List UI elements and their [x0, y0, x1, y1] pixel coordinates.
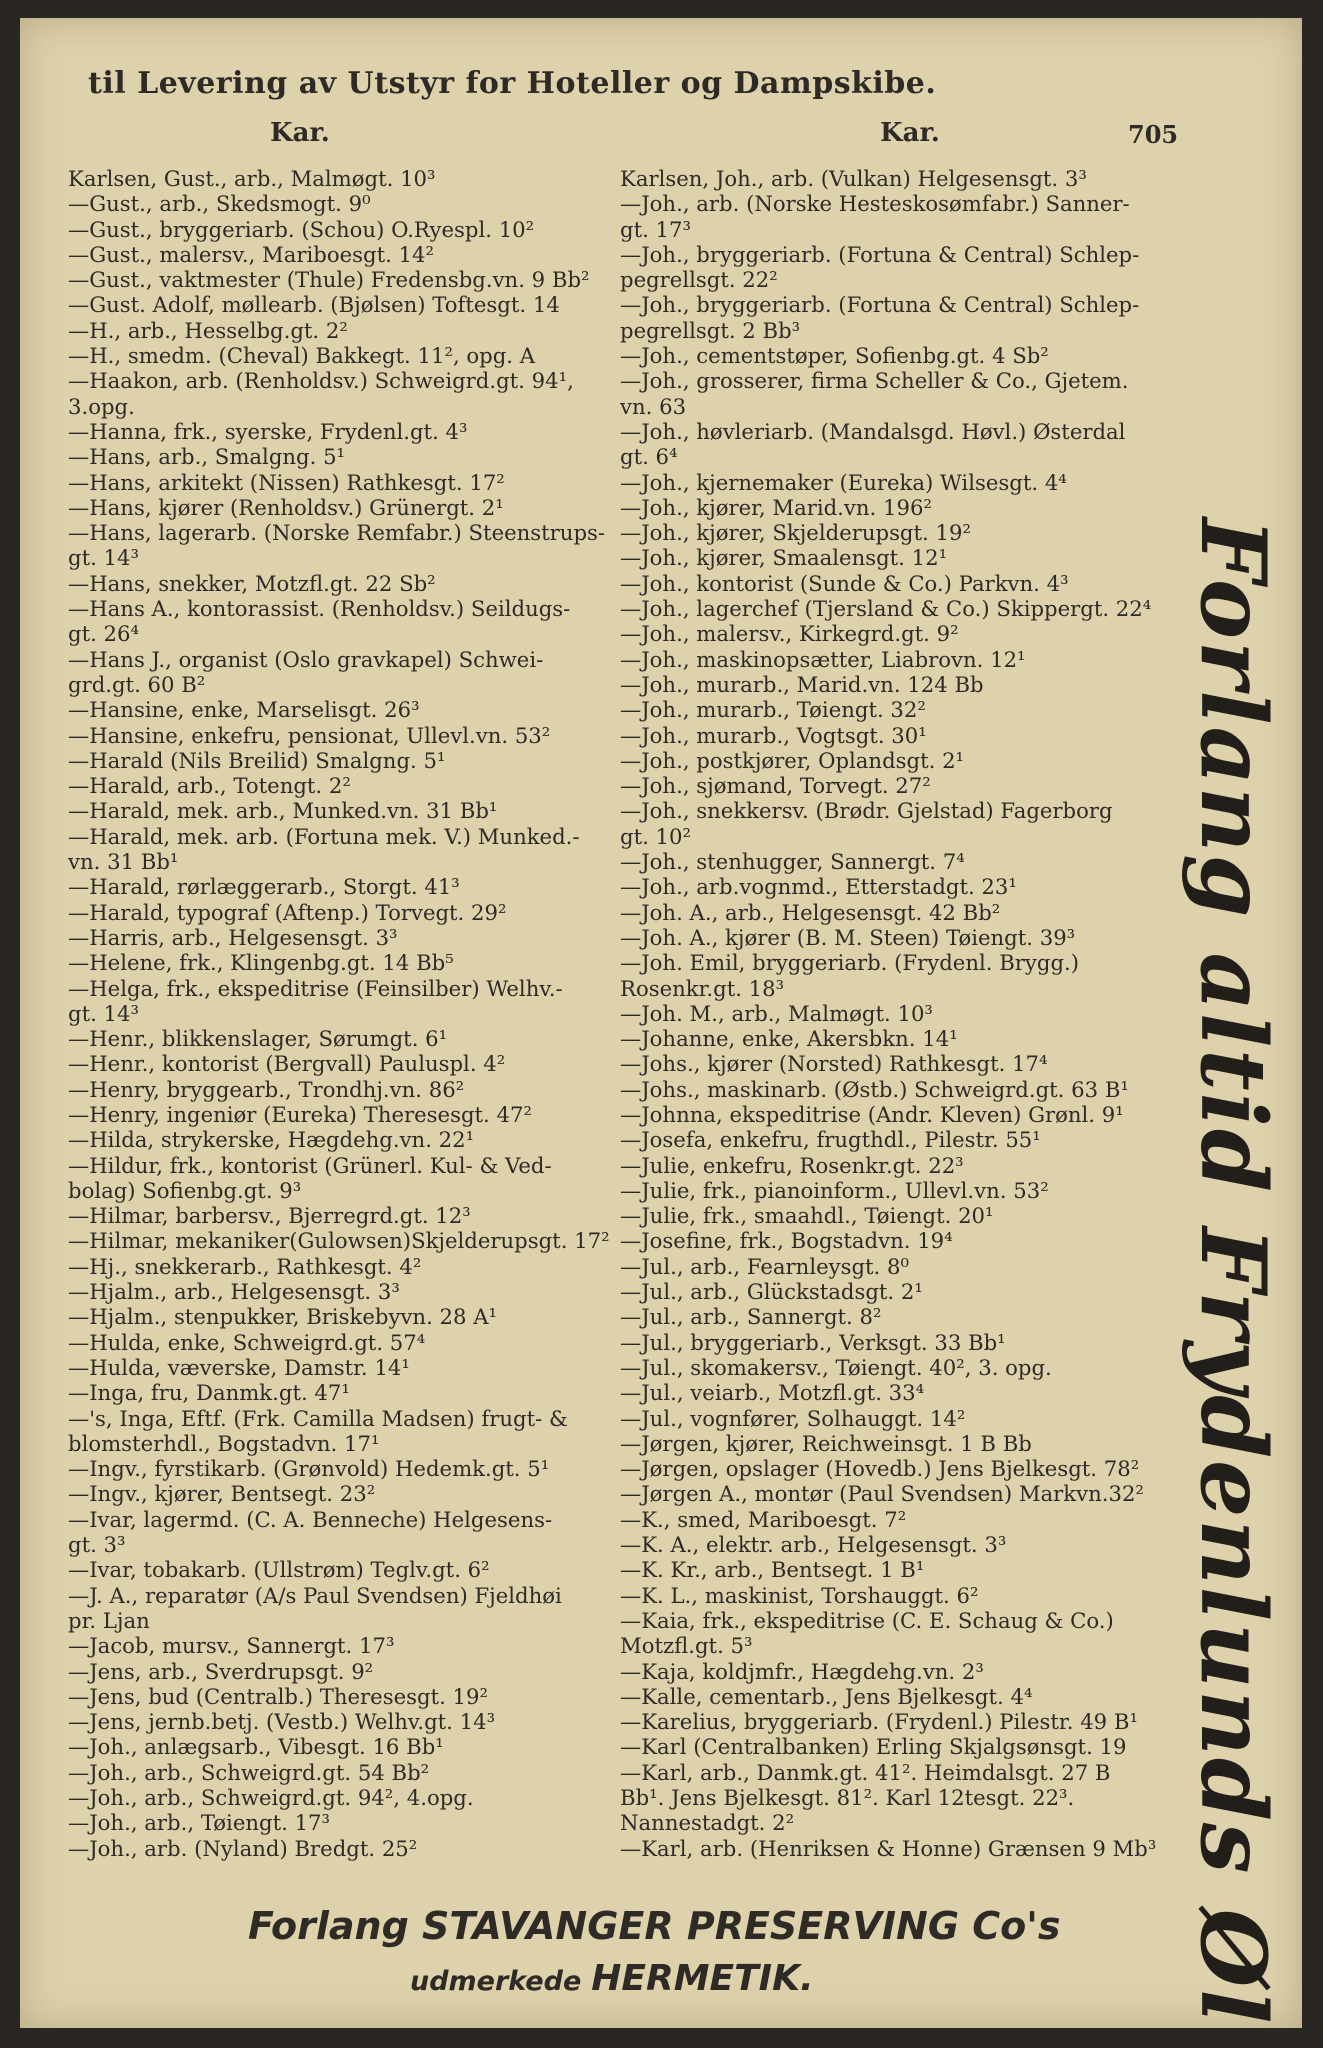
directory-entry: —Hjalm., arb., Helgesensgt. 3³: [68, 1279, 400, 1305]
directory-entry: —Joh., stenhugger, Sannergt. 7⁴: [620, 849, 965, 875]
directory-entry: —Gust., arb., Skedsmogt. 9⁰: [68, 191, 371, 217]
directory-entry: pegrellsgt. 2 Bb³: [620, 317, 801, 343]
directory-entry: —Gust. Adolf, møllearb. (Bjølsen) Toftesgt. 14: [68, 292, 560, 318]
directory-page: [20, 18, 1302, 2028]
directory-entry: —Joh. Emil, bryggeriarb. (Frydenl. Brygg.): [620, 950, 1080, 976]
directory-entry: —Joh., bryggeriarb. (Fortuna & Central) Schlep-: [620, 241, 1140, 267]
directory-entry: —Joh., arb., Schweigrd.gt. 54 Bb²: [68, 1759, 430, 1785]
directory-entry: —Joh., postkjører, Oplandsgt. 2¹: [620, 747, 965, 773]
directory-entry: —Hulda, enke, Schweigrd.gt. 57⁴: [68, 1329, 426, 1355]
directory-entry: gt. 14³: [68, 1000, 140, 1026]
directory-entry: gt. 10²: [620, 823, 692, 849]
directory-entry: —Joh., kjører, Marid.vn. 196²: [620, 494, 932, 520]
directory-entry: —Hanna, frk., syerske, Frydenl.gt. 4³: [68, 418, 468, 444]
directory-entry: —Hulda, væverske, Damstr. 14¹: [68, 1354, 410, 1380]
directory-entry: —Ingv., fyrstikarb. (Grønvold) Hedemk.gt. 5¹: [68, 1456, 550, 1482]
directory-entry: —'s, Inga, Eftf. (Frk. Camilla Madsen) frugt- &: [68, 1405, 568, 1431]
directory-entry: —Hilda, strykerske, Hægdehg.vn. 22¹: [68, 1127, 475, 1153]
directory-entry: —Joh., arb., Tøiengt. 17³: [68, 1810, 331, 1836]
directory-entry: gt. 17³: [620, 216, 692, 242]
right-column-heading: Kar.: [880, 118, 940, 148]
directory-entry: —Johs., kjører (Norsted) Rathkesgt. 17⁴: [620, 1051, 1048, 1077]
directory-entry: —K. Kr., arb., Bentsegt. 1 B¹: [620, 1557, 925, 1583]
directory-entry: —Hilmar, barbersv., Bjerregrd.gt. 12³: [68, 1203, 471, 1229]
directory-entry: vn. 31 Bb¹: [68, 849, 179, 875]
directory-entry: —Jens, arb., Sverdrupsgt. 9²: [68, 1658, 374, 1684]
directory-entry: —Jørgen, opslager (Hovedb.) Jens Bjelkesgt. 78²: [620, 1456, 1140, 1482]
directory-entry: —Josefa, enkefru, frugthdl., Pilestr. 55¹: [620, 1127, 1041, 1153]
directory-entry: pegrellsgt. 22²: [620, 267, 778, 293]
directory-entry: —Kalle, cementarb., Jens Bjelkesgt. 4⁴: [620, 1683, 1033, 1709]
directory-entry: —Karl, arb., Danmk.gt. 41². Heimdalsgt. 27 B: [620, 1759, 1111, 1785]
directory-entry: —Joh., anlægsarb., Vibesgt. 16 Bb¹: [68, 1734, 444, 1760]
directory-entry: —Harald (Nils Breilid) Smalgng. 5¹: [68, 747, 446, 773]
directory-entry: —Karelius, bryggeriarb. (Frydenl.) Pilestr. 49 B¹: [620, 1709, 1138, 1735]
directory-entry: —Hans, lagerarb. (Norske Remfabr.) Steenstrups-: [68, 520, 606, 546]
directory-entry: gt. 26⁴: [68, 621, 140, 647]
side-advertisement: Forlang altid Frydenlunds Øl: [1180, 518, 1286, 2026]
directory-entry: 3.opg.: [68, 393, 135, 419]
directory-entry: vn. 63: [620, 393, 687, 419]
directory-entry: —Hjalm., stenpukker, Briskebyvn. 28 A¹: [68, 1304, 498, 1330]
directory-entry: —Joh., sjømand, Torvegt. 27²: [620, 773, 931, 799]
directory-entry: blomsterhdl., Bogstadvn. 17¹: [68, 1430, 380, 1456]
directory-entry: —Jens, jernb.betj. (Vestb.) Welhv.gt. 14³: [68, 1709, 496, 1735]
directory-entry: —Jul., skomakersv., Tøiengt. 40², 3. opg.: [620, 1354, 1052, 1380]
directory-entry: Nannestadgt. 2²: [620, 1810, 795, 1836]
directory-entry: —Henr., kontorist (Bergvall) Pauluspl. 4²: [68, 1051, 506, 1077]
directory-entry: Rosenkr.gt. 18³: [620, 975, 785, 1001]
left-column: [68, 166, 628, 1861]
page-header: til Levering av Utstyr for Hoteller og Dampskibe.: [88, 66, 937, 101]
directory-entry: pr. Ljan: [68, 1607, 150, 1633]
directory-entry: —Hansine, enke, Marselisgt. 26³: [68, 697, 420, 723]
directory-entry: —Karl, arb. (Henriksen & Honne) Grænsen 9 Mb³: [620, 1835, 1157, 1861]
directory-entry: —Hansine, enkefru, pensionat, Ullevl.vn. 53²: [68, 722, 551, 748]
directory-entry: —Kaja, koldjmfr., Hægdehg.vn. 2³: [620, 1658, 984, 1684]
directory-entry: —Ingv., kjører, Bentsegt. 23²: [68, 1481, 376, 1507]
directory-entry: —Joh. M., arb., Malmøgt. 10³: [620, 1000, 933, 1026]
directory-entry: —Hans, arb., Smalgng. 5¹: [68, 444, 346, 470]
directory-entry: —Jens, bud (Centralb.) Theresesgt. 19²: [68, 1683, 488, 1709]
page-number: 705: [1128, 120, 1179, 149]
directory-entry: —Harald, mek. arb., Munked.vn. 31 Bb¹: [68, 798, 498, 824]
directory-entry: —Joh., murarb., Marid.vn. 124 Bb: [620, 671, 984, 697]
directory-entry: —Joh., murarb., Vogtsgt. 30¹: [620, 722, 927, 748]
directory-entry: —Henry, ingeniør (Eureka) Theresesgt. 47²: [68, 1101, 532, 1127]
directory-entry: —K., smed, Mariboesgt. 7²: [620, 1506, 907, 1532]
directory-entry: —Joh., kjører, Skjelderupsgt. 19²: [620, 520, 971, 546]
directory-entry: —Jul., bryggeriarb., Verksgt. 33 Bb¹: [620, 1329, 1006, 1355]
directory-entry: —Harris, arb., Helgesensgt. 3³: [68, 924, 398, 950]
directory-entry: —Hans, arkitekt (Nissen) Rathkesgt. 17²: [68, 469, 505, 495]
directory-entry: —Joh., arb. (Nyland) Bredgt. 25²: [68, 1835, 418, 1861]
directory-entry: —Hj., snekkerarb., Rathkesgt. 4²: [68, 1253, 422, 1279]
directory-entry: —Jul., arb., Glückstadsgt. 2¹: [620, 1279, 923, 1305]
directory-entry: —Gust., vaktmester (Thule) Fredensbg.vn. 9 Bb²: [68, 267, 590, 293]
directory-entry: —Joh., kontorist (Sunde & Co.) Parkvn. 4³: [620, 570, 1069, 596]
directory-entry: —Jul., vognfører, Solhauggt. 14²: [620, 1405, 966, 1431]
ad-big-text: HERMETIK.: [591, 1958, 814, 1999]
directory-entry: —Joh., kjører, Smaalensgt. 12¹: [620, 545, 948, 571]
directory-entry: —Johs., maskinarb. (Østb.) Schweigrd.gt. 63 B¹: [620, 1076, 1129, 1102]
directory-entry: —Joh., grosserer, firma Scheller & Co., Gjetem.: [620, 368, 1129, 394]
directory-entry: —Joh., lagerchef (Tjersland & Co.) Skippergt. 22⁴: [620, 596, 1152, 622]
directory-entry: —Joh., murarb., Tøiengt. 32²: [620, 697, 926, 723]
directory-entry: —Julie, frk., smaahdl., Tøiengt. 20¹: [620, 1203, 994, 1229]
directory-entry: bolag) Sofienbg.gt. 9³: [68, 1177, 302, 1203]
directory-entry: —Inga, fru, Danmk.gt. 47¹: [68, 1380, 350, 1406]
directory-entry: —Kaia, frk., ekspeditrise (C. E. Schaug & Co.): [620, 1607, 1114, 1633]
directory-entry: —Joh., maskinopsætter, Liabrovn. 12¹: [620, 646, 1026, 672]
directory-entry: —Jørgen, kjører, Reichweinsgt. 1 B Bb: [620, 1430, 1032, 1456]
directory-entry: —Johanne, enke, Akersbkn. 14¹: [620, 1026, 958, 1052]
directory-entry: —Harald, typograf (Aftenp.) Torvegt. 29²: [68, 899, 507, 925]
directory-entry: —Joh., høvleriarb. (Mandalsgd. Høvl.) Østerdal: [620, 418, 1126, 444]
directory-entry: —Joh., arb. (Norske Hesteskosømfabr.) Sanner-: [620, 191, 1130, 217]
directory-entry: —Jul., arb., Fearnleysgt. 8⁰: [620, 1253, 909, 1279]
directory-entry: —Joh., kjernemaker (Eureka) Wilsesgt. 4⁴: [620, 469, 1067, 495]
directory-entry: —H., arb., Hesselbg.gt. 2²: [68, 317, 348, 343]
directory-entry: Karlsen, Joh., arb. (Vulkan) Helgesensgt. 3³: [620, 166, 1087, 191]
directory-entry: Motzfl.gt. 5³: [620, 1633, 753, 1659]
directory-entry: —Hans J., organist (Oslo gravkapel) Schwei-: [68, 646, 544, 672]
directory-entry: grd.gt. 60 B²: [68, 671, 206, 697]
directory-entry: —Johnna, ekspeditrise (Andr. Kleven) Grønl. 9¹: [620, 1101, 1124, 1127]
directory-entry: Karlsen, Gust., arb., Malmøgt. 10³: [68, 166, 436, 191]
directory-entry: —Haakon, arb. (Renholdsv.) Schweigrd.gt. 94¹,: [68, 368, 574, 394]
directory-entry: —H., smedm. (Cheval) Bakkegt. 11², opg. A: [68, 343, 536, 369]
bottom-advertisement-line1: Forlang STAVANGER PRESERVING Co's: [248, 1904, 1061, 1948]
directory-entry: —Henry, bryggearb., Trondhj.vn. 86²: [68, 1076, 465, 1102]
directory-entry: —Jacob, mursv., Sannergt. 17³: [68, 1633, 395, 1659]
directory-entry: gt. 6⁴: [620, 444, 678, 470]
bottom-advertisement-line2: [410, 1958, 814, 1999]
directory-entry: —Hans, snekker, Motzfl.gt. 22 Sb²: [68, 570, 436, 596]
directory-entry: —Joh. A., arb., Helgesensgt. 42 Bb²: [620, 899, 1001, 925]
directory-entry: —Joh., arb., Schweigrd.gt. 94², 4.opg.: [68, 1785, 474, 1810]
directory-entry: —K. L., maskinist, Torshauggt. 6²: [620, 1582, 979, 1608]
directory-entry: —K. A., elektr. arb., Helgesensgt. 3³: [620, 1532, 1007, 1558]
directory-entry: —Julie, frk., pianoinform., Ullevl.vn. 53²: [620, 1177, 1049, 1203]
directory-entry: —Hildur, frk., kontorist (Grünerl. Kul- & Ved-: [68, 1152, 552, 1178]
directory-entry: —Harald, mek. arb. (Fortuna mek. V.) Munked.-: [68, 823, 580, 849]
directory-entry: —Helga, frk., ekspeditrise (Feinsilber) Welhv.-: [68, 975, 563, 1001]
directory-entry: —Joh. A., kjører (B. M. Steen) Tøiengt. 39³: [620, 924, 1076, 950]
directory-entry: —Hans, kjører (Renholdsv.) Grünergt. 2¹: [68, 494, 504, 520]
directory-entry: —Hilmar, mekaniker(Gulowsen)Skjelderupsgt. 17²: [68, 1228, 610, 1254]
directory-entry: —Jul., veiarb., Motzfl.gt. 33⁴: [620, 1380, 925, 1406]
directory-entry: —Joh., arb.vognmd., Etterstadgt. 23¹: [620, 874, 1017, 900]
directory-entry: —Harald, rørlæggerarb., Storgt. 41³: [68, 874, 460, 900]
directory-entry: —Ivar, lagermd. (C. A. Benneche) Helgesens-: [68, 1506, 553, 1532]
directory-entry: —Harald, arb., Totengt. 2²: [68, 773, 351, 799]
directory-entry: —Julie, enkefru, Rosenkr.gt. 22³: [620, 1152, 964, 1178]
left-column-heading: Kar.: [270, 118, 330, 148]
right-column: [620, 166, 1190, 1861]
directory-entry: —Helene, frk., Klingenbg.gt. 14 Bb⁵: [68, 950, 454, 976]
directory-entry: —Joh., cementstøper, Sofienbg.gt. 4 Sb²: [620, 343, 1049, 369]
directory-entry: —Joh., malersv., Kirkegrd.gt. 9²: [620, 621, 959, 647]
directory-entry: —Henr., blikkenslager, Sørumgt. 6¹: [68, 1026, 448, 1052]
directory-entry: —Ivar, tobakarb. (Ullstrøm) Teglv.gt. 6²: [68, 1557, 490, 1583]
directory-entry: Bb¹. Jens Bjelkesgt. 81². Karl 12tesgt. 22³.: [620, 1785, 1075, 1810]
directory-entry: —Jul., arb., Sannergt. 8²: [620, 1304, 882, 1330]
ad-small-text: udmerkede: [410, 1966, 582, 1997]
directory-entry: —Karl (Centralbanken) Erling Skjalgsønsgt. 19: [620, 1734, 1127, 1760]
directory-entry: —Hans A., kontorassist. (Renholdsv.) Seildugs-: [68, 596, 571, 622]
directory-entry: —Joh., snekkersv. (Brødr. Gjelstad) Fagerborg: [620, 798, 1113, 824]
directory-entry: —Gust., malersv., Mariboesgt. 14²: [68, 241, 435, 267]
directory-entry: gt. 14³: [68, 545, 140, 571]
directory-entry: —Gust., bryggeriarb. (Schou) O.Ryespl. 10²: [68, 216, 535, 242]
directory-entry: —Jørgen A., montør (Paul Svendsen) Markvn.32²: [620, 1481, 1144, 1507]
directory-entry: —Josefine, frk., Bogstadvn. 19⁴: [620, 1228, 953, 1254]
directory-entry: gt. 3³: [68, 1532, 126, 1558]
directory-entry: —J. A., reparatør (A/s Paul Svendsen) Fjeldhøi: [68, 1582, 562, 1608]
directory-entry: —Joh., bryggeriarb. (Fortuna & Central) Schlep-: [620, 292, 1140, 318]
